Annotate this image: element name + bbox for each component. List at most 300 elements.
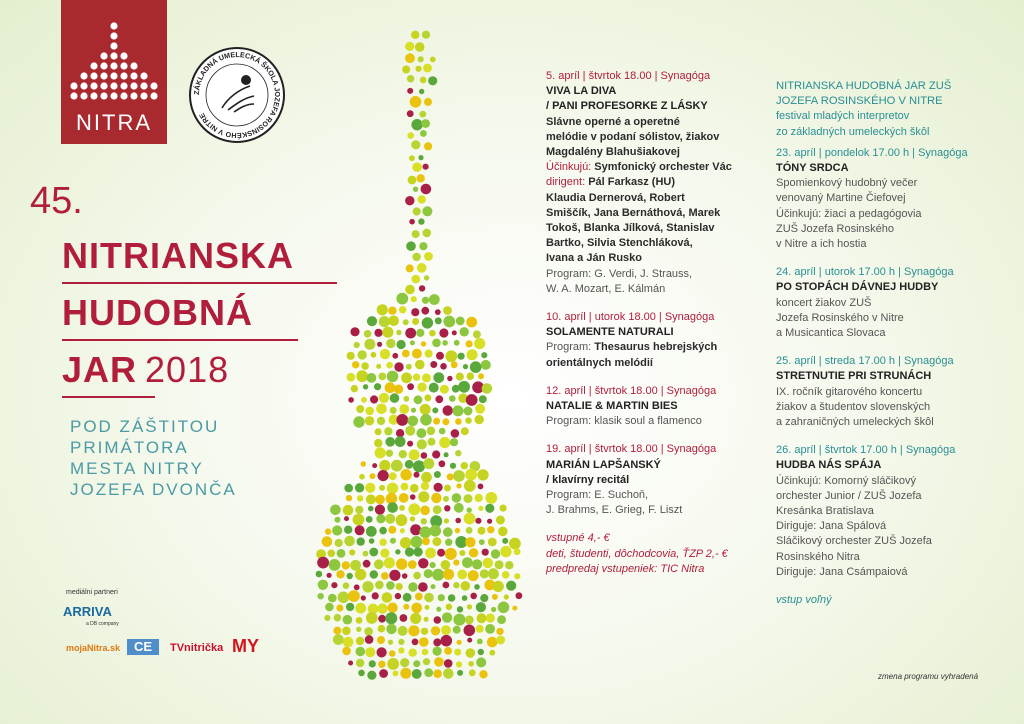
violin-dot [498,602,510,614]
violin-dot [396,514,408,526]
violin-dot [420,414,432,426]
violin-dot [328,550,336,558]
violin-dot [369,538,375,544]
event-date: 5. apríl | štvrtok 18.00 | Synagóga [546,70,711,82]
violin-dot [366,516,373,523]
violin-dot [467,349,478,360]
violin-dot [431,626,440,635]
violin-dot [388,307,396,315]
event-conductor [546,175,732,190]
violin-dot [478,484,484,490]
violin-dot [422,537,430,545]
violin-dot [382,592,393,603]
violin-dot [491,549,500,558]
event-po-stopach [776,265,968,341]
violin-dot [442,612,452,622]
title-underline-2 [62,339,298,341]
event-title: HUDBA NÁS SPÁJA [776,459,882,472]
violin-dot [390,407,397,414]
title-underline-1 [62,282,337,284]
violin-dot [442,418,449,425]
program-text: orientálnych melódií [546,356,653,369]
violin-dot [447,376,452,381]
event-title: TÓNY SRDCA [776,162,849,175]
violin-dot [483,558,493,568]
violin-dot [429,294,440,305]
violin-dot [430,361,437,368]
violin-dot [516,592,523,599]
violin-dot [487,526,494,533]
violin-dot [424,98,432,106]
my-logo: MY [232,636,259,656]
violin-dot [407,110,414,117]
event-desc: Jozefa Rosinského v Nitre [776,311,904,324]
violin-dot [480,569,489,578]
violin-dot [379,527,387,535]
violin-dot [416,329,424,337]
violin-dot [439,437,450,448]
violin-dot [395,549,400,554]
violin-dot [461,581,471,591]
violin-dot [412,669,422,679]
logo-dot [90,62,97,69]
violin-dot [468,661,474,667]
violin-dot [434,483,443,492]
violin-dot [444,485,451,492]
logo-dot [150,92,157,99]
patronage-line: PRIMÁTORA [70,438,189,457]
event-desc: Účinkujú: Komorný sláčikový [776,474,916,487]
violin-dot [388,316,399,327]
violin-dot [405,460,414,469]
violin-dot [356,637,364,645]
violin-dot [396,429,404,437]
logo-dot [110,92,117,99]
violin-dot [401,483,409,491]
seal-icon [188,46,286,144]
violin-dot [399,404,409,414]
violin-dot [446,604,453,611]
violin-dot [330,505,341,516]
violin-dot [362,581,373,592]
violin-dot [433,647,442,656]
event-desc: žiakov a študentov slovenských [776,400,931,413]
violin-dot [417,439,427,449]
violin-dot [336,604,343,611]
violin-dot [413,547,422,556]
violin-dot [419,526,431,538]
logo-dot [130,92,137,99]
logo-dot [120,72,127,79]
violin-dot [454,649,461,656]
performers-label: Účinkujú: [546,161,592,174]
violin-dot [374,383,381,390]
logo-dot [110,62,117,69]
violin-dot [379,485,385,491]
violin-dot [400,614,408,622]
violin-dot [449,395,456,402]
violin-dot [409,449,420,460]
violin-dot [411,536,423,548]
violin-dot [336,570,344,578]
violin-dot [356,405,364,413]
tvnitricka-logo: TVnitrička [170,642,224,654]
violin-dot [418,195,426,203]
event-title: SOLAMENTE NATURALI [546,326,674,339]
violin-dot [421,628,428,635]
violin-dot [457,570,467,580]
violin-dot [453,470,465,482]
violin-dot [439,328,448,337]
violin-dot [400,668,411,679]
violin-dot [396,293,408,305]
violin-dot [409,219,415,225]
violin-dot [374,439,382,447]
violin-dot [347,352,355,360]
violin-dot [412,275,421,284]
violin-dot [411,31,419,39]
violin-dot [429,330,436,337]
violin-dot [472,559,482,569]
violin-dot [408,582,417,591]
violin-dot [397,340,406,349]
event-cast: Bartko, Silvia Stenchláková, [546,237,693,250]
event-solamente-naturali [546,310,732,371]
violin-dot [358,670,365,677]
violin-dot [407,75,414,82]
violin-dot [329,559,341,571]
violin-dot [378,661,385,668]
violin-dot [332,525,342,535]
violin-dot [380,349,390,359]
violin-dot [316,571,323,578]
violin-dot [453,582,459,588]
violin-dot [415,593,423,601]
violin-dot [398,626,408,636]
event-desc: orchester Junior / ZUŠ Jozefa [776,489,922,502]
event-performers [546,160,732,175]
violin-dot [456,483,461,488]
violin-dot [476,625,484,633]
logo-dot [120,92,127,99]
violin-dot [453,614,465,626]
violin-dot [445,539,452,546]
violin-dot [405,285,415,295]
violin-dot [422,31,430,39]
violin-dot [389,472,397,480]
violin-dot [385,612,397,624]
violin-dot [415,360,425,370]
event-desc: v Nitre a ich hostia [776,238,867,251]
event-marian-lapsansky [546,442,732,518]
nitra-dots-icon [61,0,167,110]
logo-dot [100,92,107,99]
violin-dot [479,395,487,403]
violin-dot [363,384,368,389]
violin-dot [386,339,395,348]
violin-dot [479,539,485,545]
violin-dot [344,526,352,534]
violin-dot [433,505,442,514]
event-title: STRETNUTIE PRI STRUNÁCH [776,370,932,383]
violin-dot [464,513,476,525]
violin-dot [413,374,420,381]
violin-dot [396,583,403,590]
heading-line: zo základných umeleckých škôl [776,125,930,138]
violin-dot [369,548,378,557]
violin-dot [462,557,473,568]
violin-dot [455,450,461,456]
event-cast: Smiščík, Jana Bernáthová, Marek [546,206,721,219]
violin-dot [425,605,430,610]
title-jar: JAR [62,349,138,390]
violin-dot [424,617,429,622]
violin-dot [400,537,411,548]
logo-dot [90,72,97,79]
violin-dot [464,625,476,637]
violin-dot [368,506,374,512]
violin-dot [361,362,369,370]
violin-dot [407,383,414,390]
violin-dot [455,528,460,533]
violin-dot [348,590,360,602]
violin-dot [477,469,488,480]
violin-dot [387,502,398,513]
violin-dot [364,339,375,350]
violin-dot [465,616,474,625]
heading-line: NITRIANSKA HUDOBNÁ JAR ZUŠ [776,80,952,92]
violin-dot [432,339,441,348]
violin-dot [464,494,473,503]
logo-dot [130,72,137,79]
logo-dot [70,92,77,99]
violin-dot [474,584,480,590]
logo-dot [100,62,107,69]
violin-dot [424,668,433,677]
event-program: Program: klasik soul a flamenco [546,415,702,428]
violin-dot [421,184,432,195]
violin-dot [406,264,414,272]
violin-dot [378,470,389,481]
patronage-line: POD ZÁŠTITOU [70,417,220,436]
logo-dot [140,72,147,79]
mojanitra-logo: mojaNitra.sk [66,643,121,653]
violin-dot [453,405,464,416]
violin-dot [408,560,417,569]
event-desc: Magdalény Blahušiakovej [546,146,680,159]
program-text: Thesaurus hebrejských [594,341,718,354]
event-date: 26. apríl | štvrtok 17.00 h | Synagóga [776,444,956,457]
violin-dots-illustration [300,30,540,710]
violin-dot [412,349,422,359]
violin-dot [346,603,354,611]
event-date: 19. apríl | štvrtok 18.00 | Synagóga [546,443,717,456]
violin-dot [364,627,373,636]
violin-dot [512,606,517,611]
violin-dot [487,637,498,648]
event-desc: Diriguje: Jana Spálová [776,520,887,533]
violin-dot [422,206,432,216]
violin-dot [451,429,460,438]
violin-dot [463,364,468,369]
violin-dot [478,373,484,379]
violin-dot [458,381,470,393]
event-date: 23. apríl | pondelok 17.00 h | Synagóga [776,146,968,159]
violin-dot [386,581,395,590]
violin-dot [443,316,455,328]
violin-dot [493,581,504,592]
violin-dot [342,627,351,636]
violin-dot [411,296,417,302]
violin-dot [410,484,419,493]
violin-dot [461,462,468,469]
violin-dot [457,640,462,645]
violin-dot [413,572,421,580]
event-title: PO STOPÁCH DÁVNEJ HUDBY [776,281,939,294]
violin-dot [422,297,429,304]
violin-dot [466,648,476,658]
violin-dot [357,537,365,545]
violin-dot [387,658,399,670]
violin-dot [420,506,430,516]
violin-dot [500,546,511,557]
violin-dot [477,639,483,645]
violin-dot [377,603,387,613]
event-desc: Spomienkový hudobný večer [776,177,918,190]
violin-dot [370,395,378,403]
violin-dot [367,671,376,680]
violin-dot [356,617,363,624]
violin-dot [356,659,364,667]
violin-dot [481,352,487,358]
violin-dot [327,573,332,578]
violin-dot [466,527,473,534]
violin-dot [361,461,366,466]
patronage [70,416,237,500]
violin-dot [475,415,484,424]
violin-dot [402,350,410,358]
nitra-logo [61,0,167,144]
violin-dot [443,582,450,589]
event-program: J. Brahms, E. Grieg, F. Liszt [546,504,683,517]
violin-dot [439,460,446,467]
violin-dot [322,536,333,547]
violin-dot [389,650,396,657]
violin-dot [470,361,482,373]
heading-line: JOZEFA ROSINSKÉHO V NITRE [776,95,943,108]
violin-dot [405,426,415,436]
violin-dot [424,142,432,150]
event-stretnutie [776,354,968,430]
violin-dot [377,342,382,347]
violin-dot [455,518,461,524]
arriva-sub: a DB company [86,621,119,627]
violin-dot [366,526,377,537]
violin-dot [370,570,378,578]
footnote: zmena programu vyhradená [878,672,979,681]
violin-dot [419,89,424,94]
violin-dot [444,659,453,668]
violin-dot [406,241,416,251]
violin-dot [473,330,481,338]
violin-dot [379,460,390,471]
violin-dot [391,460,403,472]
violin-dot [441,635,453,647]
violin-dot [496,516,505,525]
violin-dot [474,338,485,349]
event-title: VIVA LA DIVA [546,85,617,98]
violin-dot [420,130,427,137]
violin-dot [447,473,454,480]
violin-dot [407,441,413,447]
violin-dot [374,329,382,337]
violin-dot [485,492,497,504]
violin-dot [382,327,393,338]
violin-dot [467,507,472,512]
violin-dot [356,627,361,632]
event-tony-srdca [776,146,968,252]
event-date: 10. apríl | utorok 18.00 | Synagóga [546,311,715,324]
violin-dot [438,594,445,601]
violin-dot [334,614,342,622]
violin-dot [400,528,405,533]
heading-line: festival mladých interpretov [776,110,910,123]
violin-dot [405,547,414,556]
violin-dot [398,647,404,653]
violin-dot [361,397,367,403]
violin-dot [509,538,521,550]
event-desc: Účinkujú: žiaci a pedagógovia [776,207,922,220]
violin-dot [398,639,404,645]
violin-dot [410,524,421,535]
violin-dot [379,669,388,678]
violin-dot [403,593,412,602]
violin-dot [435,395,443,403]
violin-dot [354,342,360,348]
violin-dot [413,187,418,192]
violin-dot [488,538,497,547]
violin-dot [465,537,475,547]
violin-dot [444,452,449,457]
logo-dot [110,82,117,89]
violin-dot [465,469,477,481]
event-hudba-nas-spaja [776,443,968,580]
violin-dot [342,647,351,656]
violin-dot [351,385,358,392]
violin-dot [476,657,486,667]
violin-dot [337,549,346,558]
violin-dot [505,561,513,569]
violin-dot [385,514,395,524]
title-hudobna: HUDOBNÁ [62,292,253,333]
violin-dot [451,361,458,368]
violin-dot [430,562,436,568]
violin-dot [412,318,419,325]
violin-dot [455,418,462,425]
violin-dot [419,637,429,647]
violin-dot [353,416,364,427]
patronage-line: JOZEFA DVONČA [70,480,237,499]
conductor: Pál Farkasz (HU) [585,176,676,189]
violin-dot [432,569,444,581]
violin-dot [402,573,408,579]
logo-dot [110,42,117,49]
violin-dot [478,649,484,655]
violin-dot [409,155,415,161]
violin-dot [496,636,505,645]
violin-dot [422,373,431,382]
violin-dot [346,495,352,501]
